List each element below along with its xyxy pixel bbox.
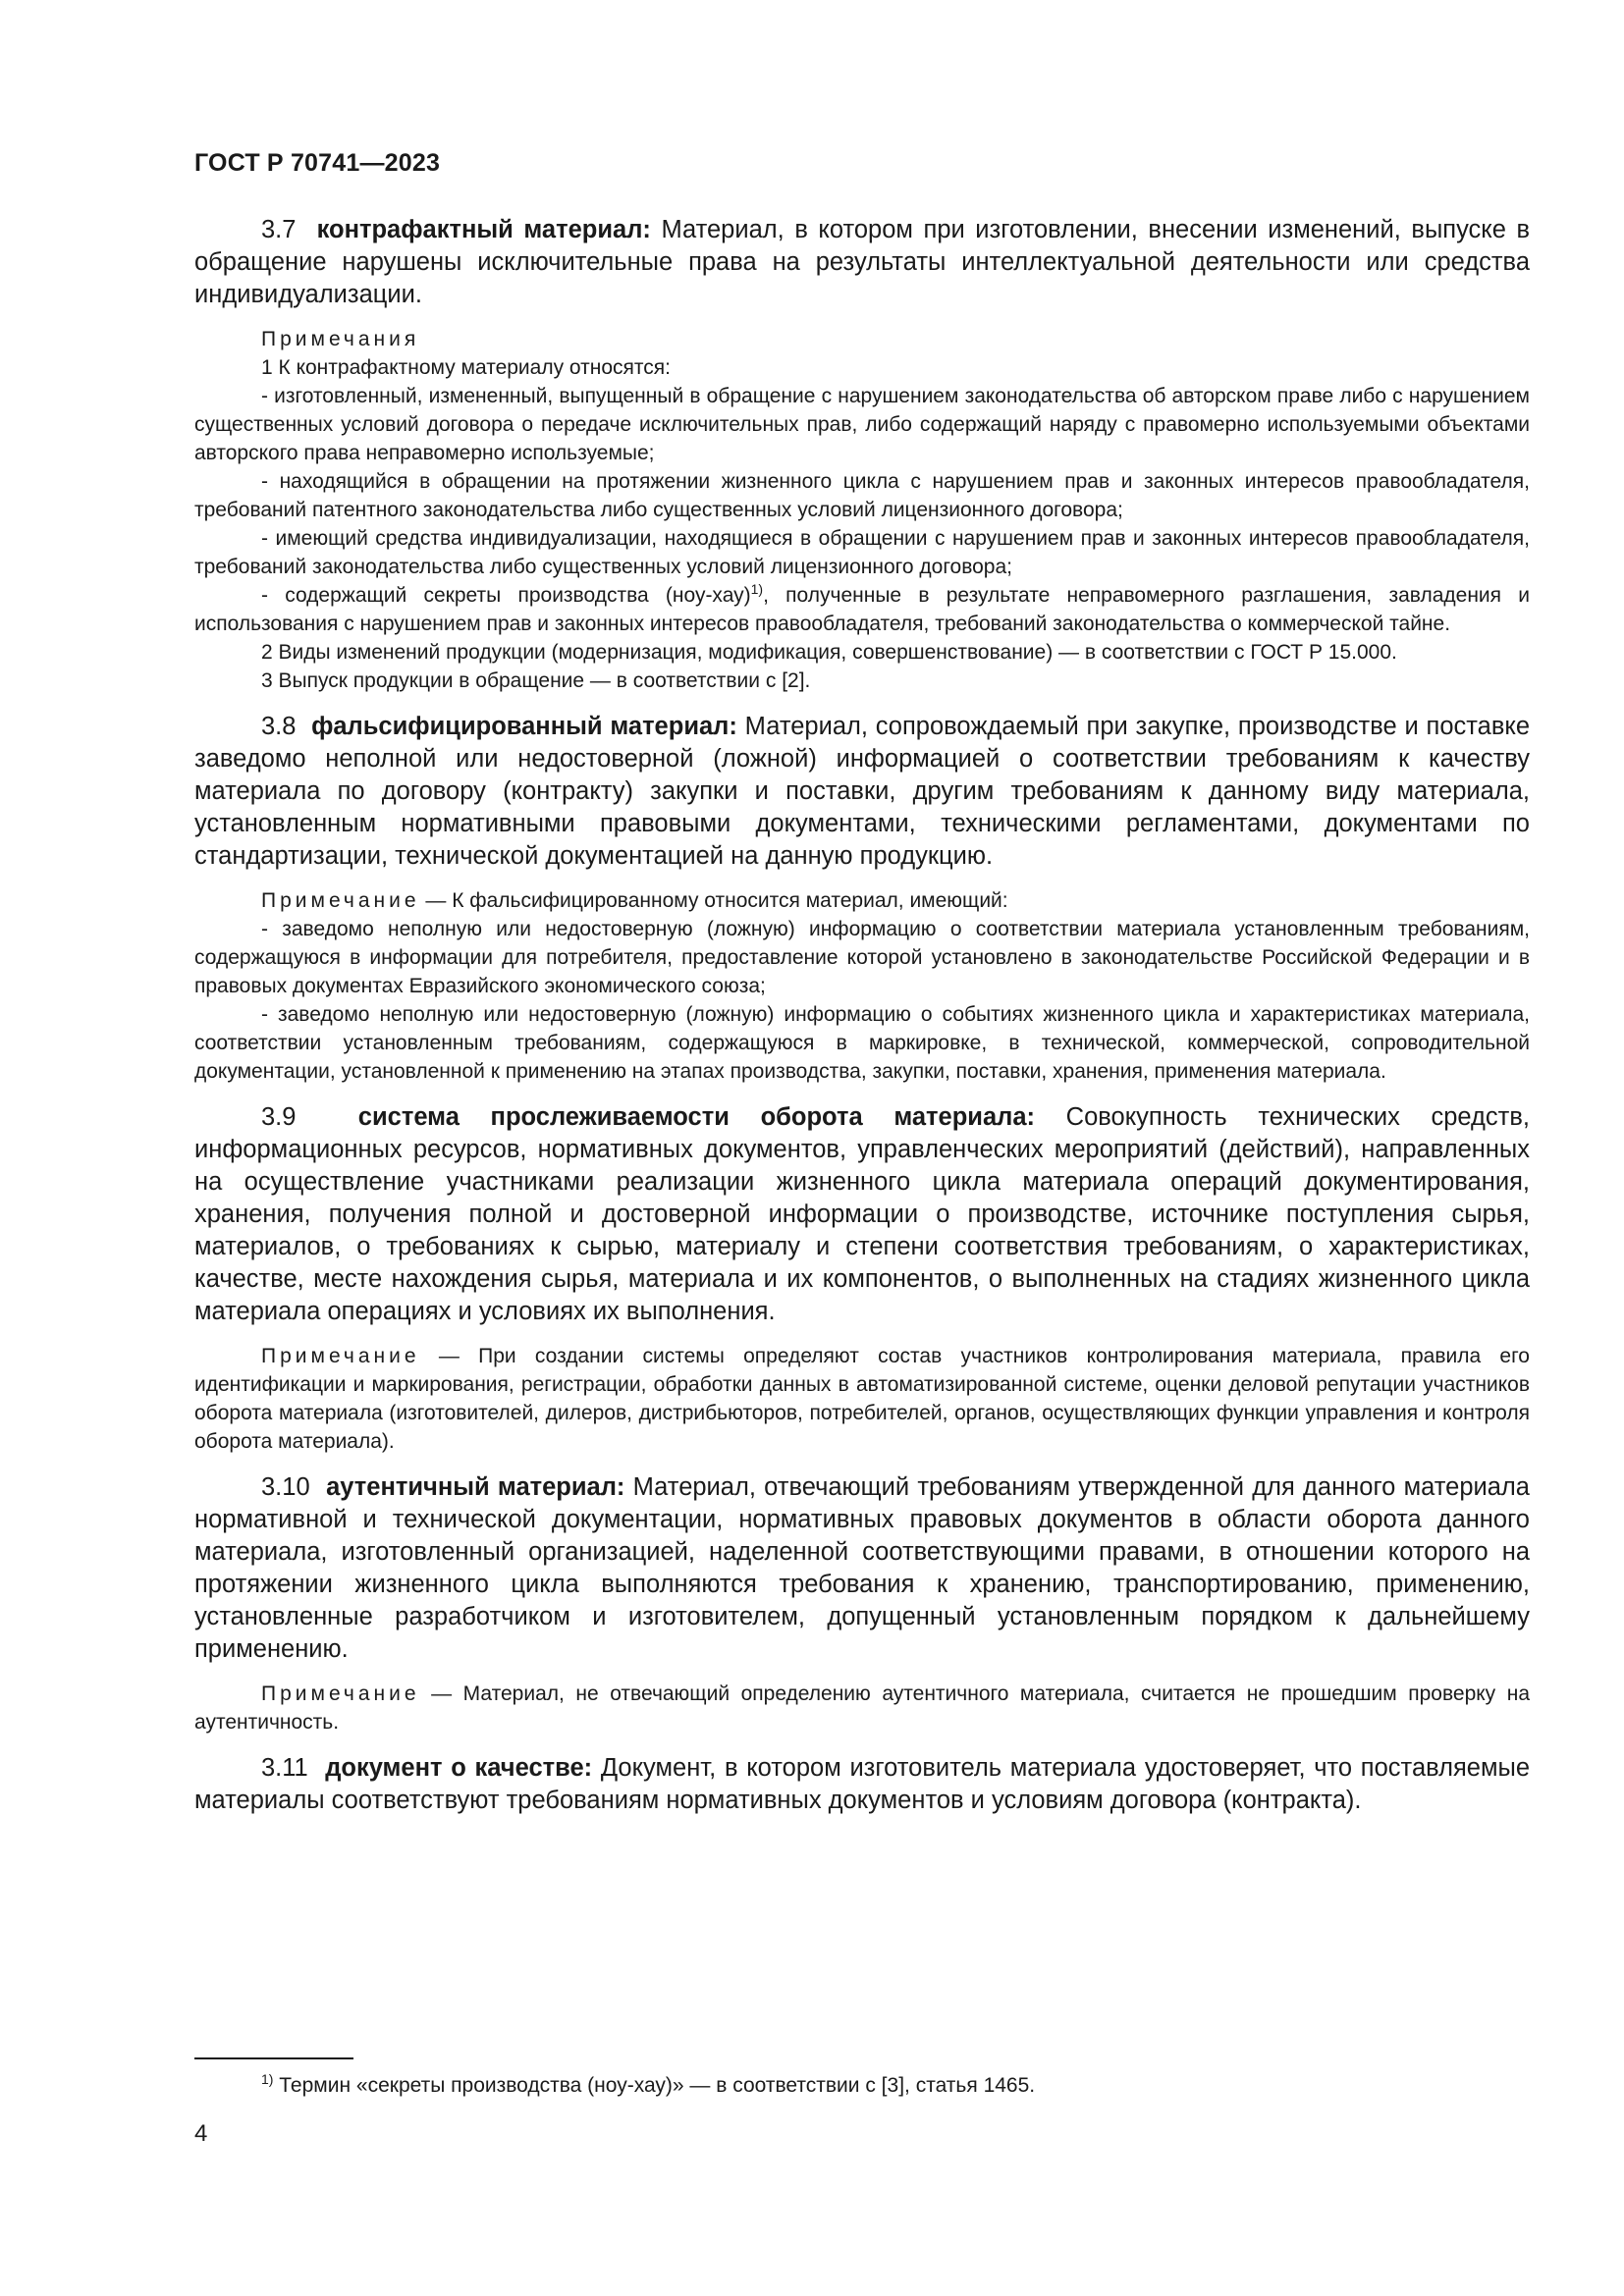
note-line: - имеющий средства индивидуализации, находящиеся в обращении с нарушением прав и законных интересов правообладателя, требований законодательства либо существенных условий лицензионного договора; — [194, 527, 1530, 578]
term-number: 3.7 — [261, 216, 297, 243]
note-label: Примечание — [261, 1345, 420, 1367]
term-3-8 — [194, 711, 1530, 873]
note-label: Примечание — [261, 889, 420, 912]
note-line: - заведомо неполную или недостоверную (ложную) информацию о событиях жизненного цикла и характеристиках материала, соответствии установленным требованиям, содержащуюся в маркировке, в технической, коммерческой, сопроводительной документации, установленной к применению на этапах производства, закупки, поставки, хранения, применения материала. — [194, 1003, 1530, 1083]
page-number: 4 — [194, 2120, 208, 2147]
footnote — [194, 2071, 1530, 2100]
term-definition: Материал, сопровождаемый при закупке, производстве и поставке заведомо неполной или недостоверной (ложной) информацией о соответствии требованиям к качеству материала по договору (контракту) закупки и поставки, другим требованиям к данному виду материала, установленным нормативными правовыми документами, техническими регламентами, документами по стандартизации, технической документацией на данную продукцию. — [194, 713, 1531, 870]
note-line: - находящийся в обращении на протяжении жизненного цикла с нарушением прав и законных интересов правообладателя, требований патентного законодательства либо существенных условий лицензионного договора; — [194, 470, 1530, 521]
footnote-text: Термин «секреты производства (ноу-хау)» — в соответствии с [3], статья 1465. — [273, 2074, 1036, 2097]
note-line: - заведомо неполную или недостоверную (ложную) информацию о соответствии материала установленным требованиям, содержащуюся в информации для потребителя, предоставление которой установлено в законодательстве Российской Федерации и в правовых документах Евразийского экономического союза; — [194, 918, 1530, 997]
term-title: аутентичный материал: — [326, 1473, 625, 1501]
term-definition: Материал, отвечающий требованиям утвержденной для данного материала нормативной и технической документации, нормативных правовых документов в области оборота данного материала, изготовленный организацией, наделенной соответствующими правами, в отношении которого на протяжении жизненного цикла выполняются требования к хранению, транспортированию, применению, установленные разработчиком и изготовителем, допущенный установленным порядком к дальнейшему применению. — [194, 1473, 1530, 1663]
note-line: - изготовленный, измененный, выпущенный в обращение с нарушением законодательства об авторском праве либо с нарушением существенных условий договора о передаче исключительных прав, либо содержащий наряду с правомерно используемыми объектами авторского права неправомерно используемые; — [194, 385, 1530, 464]
note-line: Примечание — К фальсифицированному относится материал, имеющий: — [261, 889, 1008, 912]
term-title: фальсифицированный материал: — [311, 713, 737, 740]
term-number: 3.10 — [261, 1473, 310, 1501]
term-title: документ о качестве: — [325, 1754, 593, 1782]
note-line: 1 К контрафактному материалу относятся: — [261, 356, 672, 379]
notes-3-7 — [194, 325, 1530, 695]
document-header: ГОСТ Р 70741—2023 — [194, 149, 441, 177]
term-definition: Материал, в котором при изготовлении, внесении изменений, выпуске в обращение нарушены исключительные права на результаты интеллектуальной деятельности или средства индивидуализации. — [194, 216, 1531, 308]
footnote-reference: 1) — [750, 581, 764, 597]
note-line: 3 Выпуск продукции в обращение — в соответствии с [2]. — [261, 669, 811, 692]
term-number: 3.8 — [261, 713, 297, 740]
notes-3-9 — [194, 1342, 1530, 1456]
term-definition: Совокупность технических средств, информационных ресурсов, нормативных документов, управленческих мероприятий (действий), направленных на осуществление участниками реализации жизненного цикла материала операций документирования, хранения, получения полной и достоверной информации о производстве, источнике поступления сырья, материалов, о требованиях к сырью, материалу и степени соответствия требованиям, о характеристиках, качестве, месте нахождения сырья, материала и их компонентов, о выполненных на стадиях жизненного цикла материала операциях и условиях их выполнения. — [194, 1103, 1530, 1325]
footnote-mark: 1) — [261, 2071, 274, 2087]
note-line: Примечание — При создании системы определяют состав участников контролирования материала, правила его идентификации и маркирования, регистрации, обработки данных в автоматизированной системе, оценки деловой репутации участников оборота материала (изготовителей, дилеров, дистрибьюторов, потребителей, органов, осуществляющих функции управления и контроля оборота материала). — [194, 1345, 1530, 1453]
term-3-10 — [194, 1471, 1530, 1666]
term-3-11 — [194, 1752, 1530, 1817]
term-number: 3.11 — [261, 1754, 308, 1782]
notes-heading: Примечания — [261, 328, 420, 350]
term-definition: Документ, в котором изготовитель материала удостоверяет, что поставляемые материалы соответствуют требованиям нормативных документов и условиям договора (контракта). — [194, 1754, 1530, 1814]
term-number: 3.9 — [261, 1103, 297, 1131]
notes-3-10 — [194, 1680, 1530, 1736]
term-title: система прослеживаемости оборота материала: — [357, 1103, 1036, 1131]
footnote-divider — [194, 2057, 353, 2059]
note-line: 2 Виды изменений продукции (модернизация, модификация, совершенствование) — в соответствии с ГОСТ Р 15.000. — [261, 641, 1397, 664]
notes-3-8 — [194, 886, 1530, 1086]
term-3-9 — [194, 1101, 1530, 1328]
note-line: - содержащий секреты производства $(ноу-хау)^{1)}$, полученные в результате неправомерного разглашения, завладения и использования с нарушением прав и законных интересов правообладателя, требований законодательства о коммерческой тайне. — [194, 581, 1530, 635]
note-label: Примечание — [261, 1682, 420, 1705]
term-3-7 — [194, 214, 1530, 311]
document-content — [194, 214, 1530, 1831]
note-line: Примечание — Материал, не отвечающий определению аутентичного материала, считается не прошедшим проверку на аутентичность. — [194, 1682, 1530, 1734]
term-title: контрафактный материал: — [316, 216, 651, 243]
